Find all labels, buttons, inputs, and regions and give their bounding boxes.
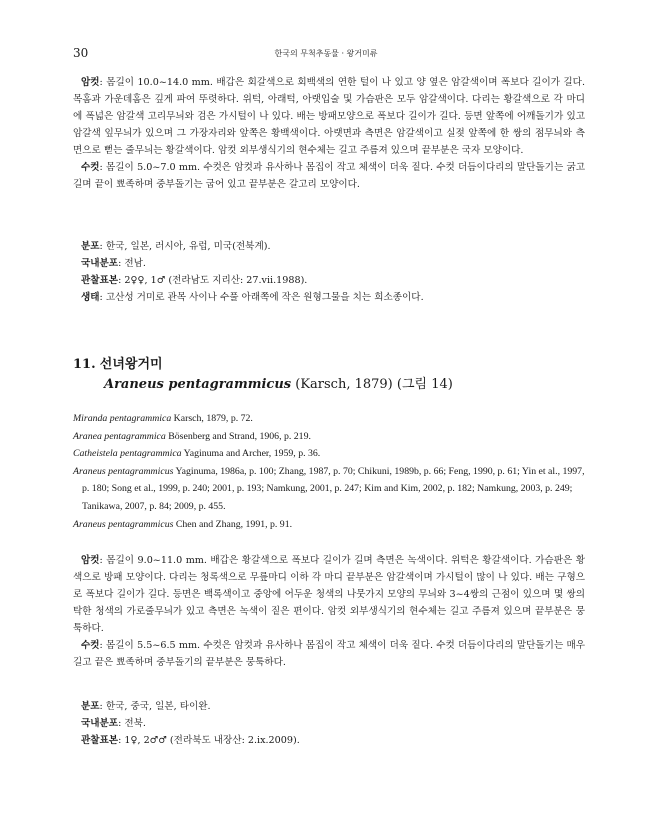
male-label: 수컷 — [81, 640, 100, 651]
species2-meta — [73, 698, 585, 749]
species2-female — [73, 552, 585, 637]
korea-distribution-text: : 전북. — [118, 718, 146, 729]
species1-description — [73, 74, 585, 193]
species-korean-name: 선녀왕거미 — [99, 357, 163, 372]
specimens-line — [73, 272, 585, 289]
distribution-label: 분포 — [81, 241, 100, 252]
synonym-ref: Karsch, 1879, p. 72. — [171, 413, 253, 424]
specimens-label: 관찰표본 — [81, 275, 119, 286]
female-text: : 몸길이 10.0~14.0 mm. 배갑은 회갈색으로 회백색의 연한 털이 나 있고 양 옆은 암갈색이며 폭보다 길이가 길다. 목홈과 가운데홈은 깊게 파여 뚜렷하다. 위턱, 아래턱, 아랫입술 및 가슴판은 모두 암갈색이다. 다리는 황갈색으로 각 마디에 폭넓은 암갈색 고리무늬와 검은 가시털이 나 있다. 배는 방패모양으로 폭보다 길이가 길다. 등면 앞쪽에 어깨돌기가 있고 암갈색 잎무늬가 있으며 그 가장자리와 앞쪽은 황백색이다. 아랫면과 측면은 암갈색이고 실젖 앞쪽에 한 쌍의 점무늬와 측면으로 뻗는 줄무늬는 황갈색이다. 암컷 외부생식기의 현수체는 길고 주름져 있으며 끝부분은 국자 모양이다. — [73, 77, 585, 156]
ecology-line — [73, 289, 585, 306]
male-text: : 몸길이 5.0~7.0 mm. 수컷은 암컷과 유사하나 몸집이 작고 체색이 더욱 짙다. 수컷 더듬이다리의 말단돌기는 굵고 길며 끝이 뾰족하며 중부돌기는 굽어 있고 끝부분은 갈고리 모양이다. — [73, 162, 585, 190]
ecology-text: : 고산성 거미로 관목 사이나 수풀 아래쪽에 작은 원형그물을 치는 희소종이다. — [99, 292, 424, 303]
synonym-ref: Yaginuma, 1986a, p. 100; Zhang, 1987, p. 70; Chikuni, 1989b, p. 66; Feng, 1990, p. 61; Yin et al., 1997, p. 180; Song et al., 1999, p. 240; 2001, p. 193; Namkung, 2001, p. 247; Kim and Kim, 2002, p. 182; Namkung, 2003, p. 249; Tanikawa, 2007, p. 84; 2009, p. 455. — [82, 465, 585, 512]
female-label: 암컷 — [81, 555, 100, 566]
distribution-label: 분포 — [81, 701, 100, 712]
species-number: 11. — [73, 357, 96, 372]
synonym-name: Araneus pentagrammicus — [73, 465, 174, 477]
male-label: 수컷 — [81, 162, 100, 173]
korea-distribution-line — [73, 715, 585, 732]
korea-distribution-label: 국내분포 — [81, 258, 119, 269]
species-scientific-name: Araneus pentagrammicus — [104, 377, 292, 392]
species1-male — [73, 159, 585, 193]
specimens-line — [73, 732, 585, 749]
specimens-label: 관찰표본 — [81, 735, 119, 746]
running-header: 한국의 무척추동물 · 왕거미류 — [274, 49, 378, 58]
synonym-entry — [73, 428, 585, 446]
female-label: 암컷 — [81, 77, 100, 88]
synonym-name: Miranda pentagrammica — [73, 413, 172, 424]
distribution-line — [73, 698, 585, 715]
distribution-line — [73, 238, 585, 255]
species2-description — [73, 552, 585, 671]
korea-distribution-label: 국내분포 — [81, 718, 119, 729]
species-author: (Karsch, 1879) (그림 14) — [291, 377, 453, 392]
species1-meta — [73, 238, 585, 306]
korea-distribution-line — [73, 255, 585, 272]
species-scientific-line — [73, 375, 453, 395]
synonym-ref: Bösenberg and Strand, 1906, p. 219. — [165, 430, 311, 442]
synonym-name: Araneus pentagrammicus — [73, 518, 174, 530]
page-number: 30 — [73, 46, 89, 60]
species1-female — [73, 74, 585, 159]
korea-distribution-text: : 전남. — [118, 258, 146, 269]
species2-male — [73, 637, 585, 671]
synonym-name: Catheistela pentagrammica — [73, 448, 182, 460]
synonym-ref: Chen and Zhang, 1991, p. 91. — [173, 518, 293, 530]
synonym-entry — [73, 410, 585, 428]
synonym-entry — [73, 445, 585, 463]
distribution-text: : 한국, 일본, 러시아, 유럽, 미국(전북계). — [99, 241, 271, 252]
synonym-entry — [73, 463, 585, 516]
synonym-list — [73, 410, 585, 533]
distribution-text: : 한국, 중국, 일본, 타이완. — [99, 701, 211, 712]
male-text: : 몸길이 5.5~6.5 mm. 수컷은 암컷과 유사하나 몸집이 작고 체색이 더욱 짙다. 수컷 더듬이다리의 말단돌기는 매우 길고 끝은 뾰족하며 중부돌기의 끝부분은 뭉툭하다. — [73, 640, 585, 668]
specimens-text: : 1♀, 2♂♂ (전라북도 내장산: 2.ix.2009). — [118, 735, 300, 746]
specimens-text: : 2♀♀, 1♂ (전라남도 지리산: 27.vii.1988). — [118, 275, 308, 286]
species-heading — [73, 355, 453, 395]
ecology-label: 생태 — [81, 292, 100, 303]
synonym-entry — [73, 516, 585, 534]
synonym-ref: Yaginuma and Archer, 1959, p. 36. — [181, 448, 321, 460]
female-text: : 몸길이 9.0~11.0 mm. 배갑은 황갈색으로 폭보다 길이가 길며 측면은 녹색이다. 위턱은 황갈색이다. 가슴판은 황색으로 방패 모양이다. 다리는 청록색으로 무릎마디 이하 각 마디 끝부분은 암갈색이며 가시털이 많이 나 있다. 배는 구형으로 폭보다 길이가 길다. 등면은 백록색이고 중앙에 어두운 청색의 나뭇가지 모양의 무늬와 3~4쌍의 근점이 있으며 몇 쌍의 탁한 청색의 가로줄무늬가 있고 측면은 녹색이 짙은 편이다. 암컷 외부생식기의 현수체는 길고 주름져 있으며 끝부분은 뭉툭하다. — [73, 555, 585, 634]
synonym-name: Aranea pentagrammica — [73, 430, 166, 442]
